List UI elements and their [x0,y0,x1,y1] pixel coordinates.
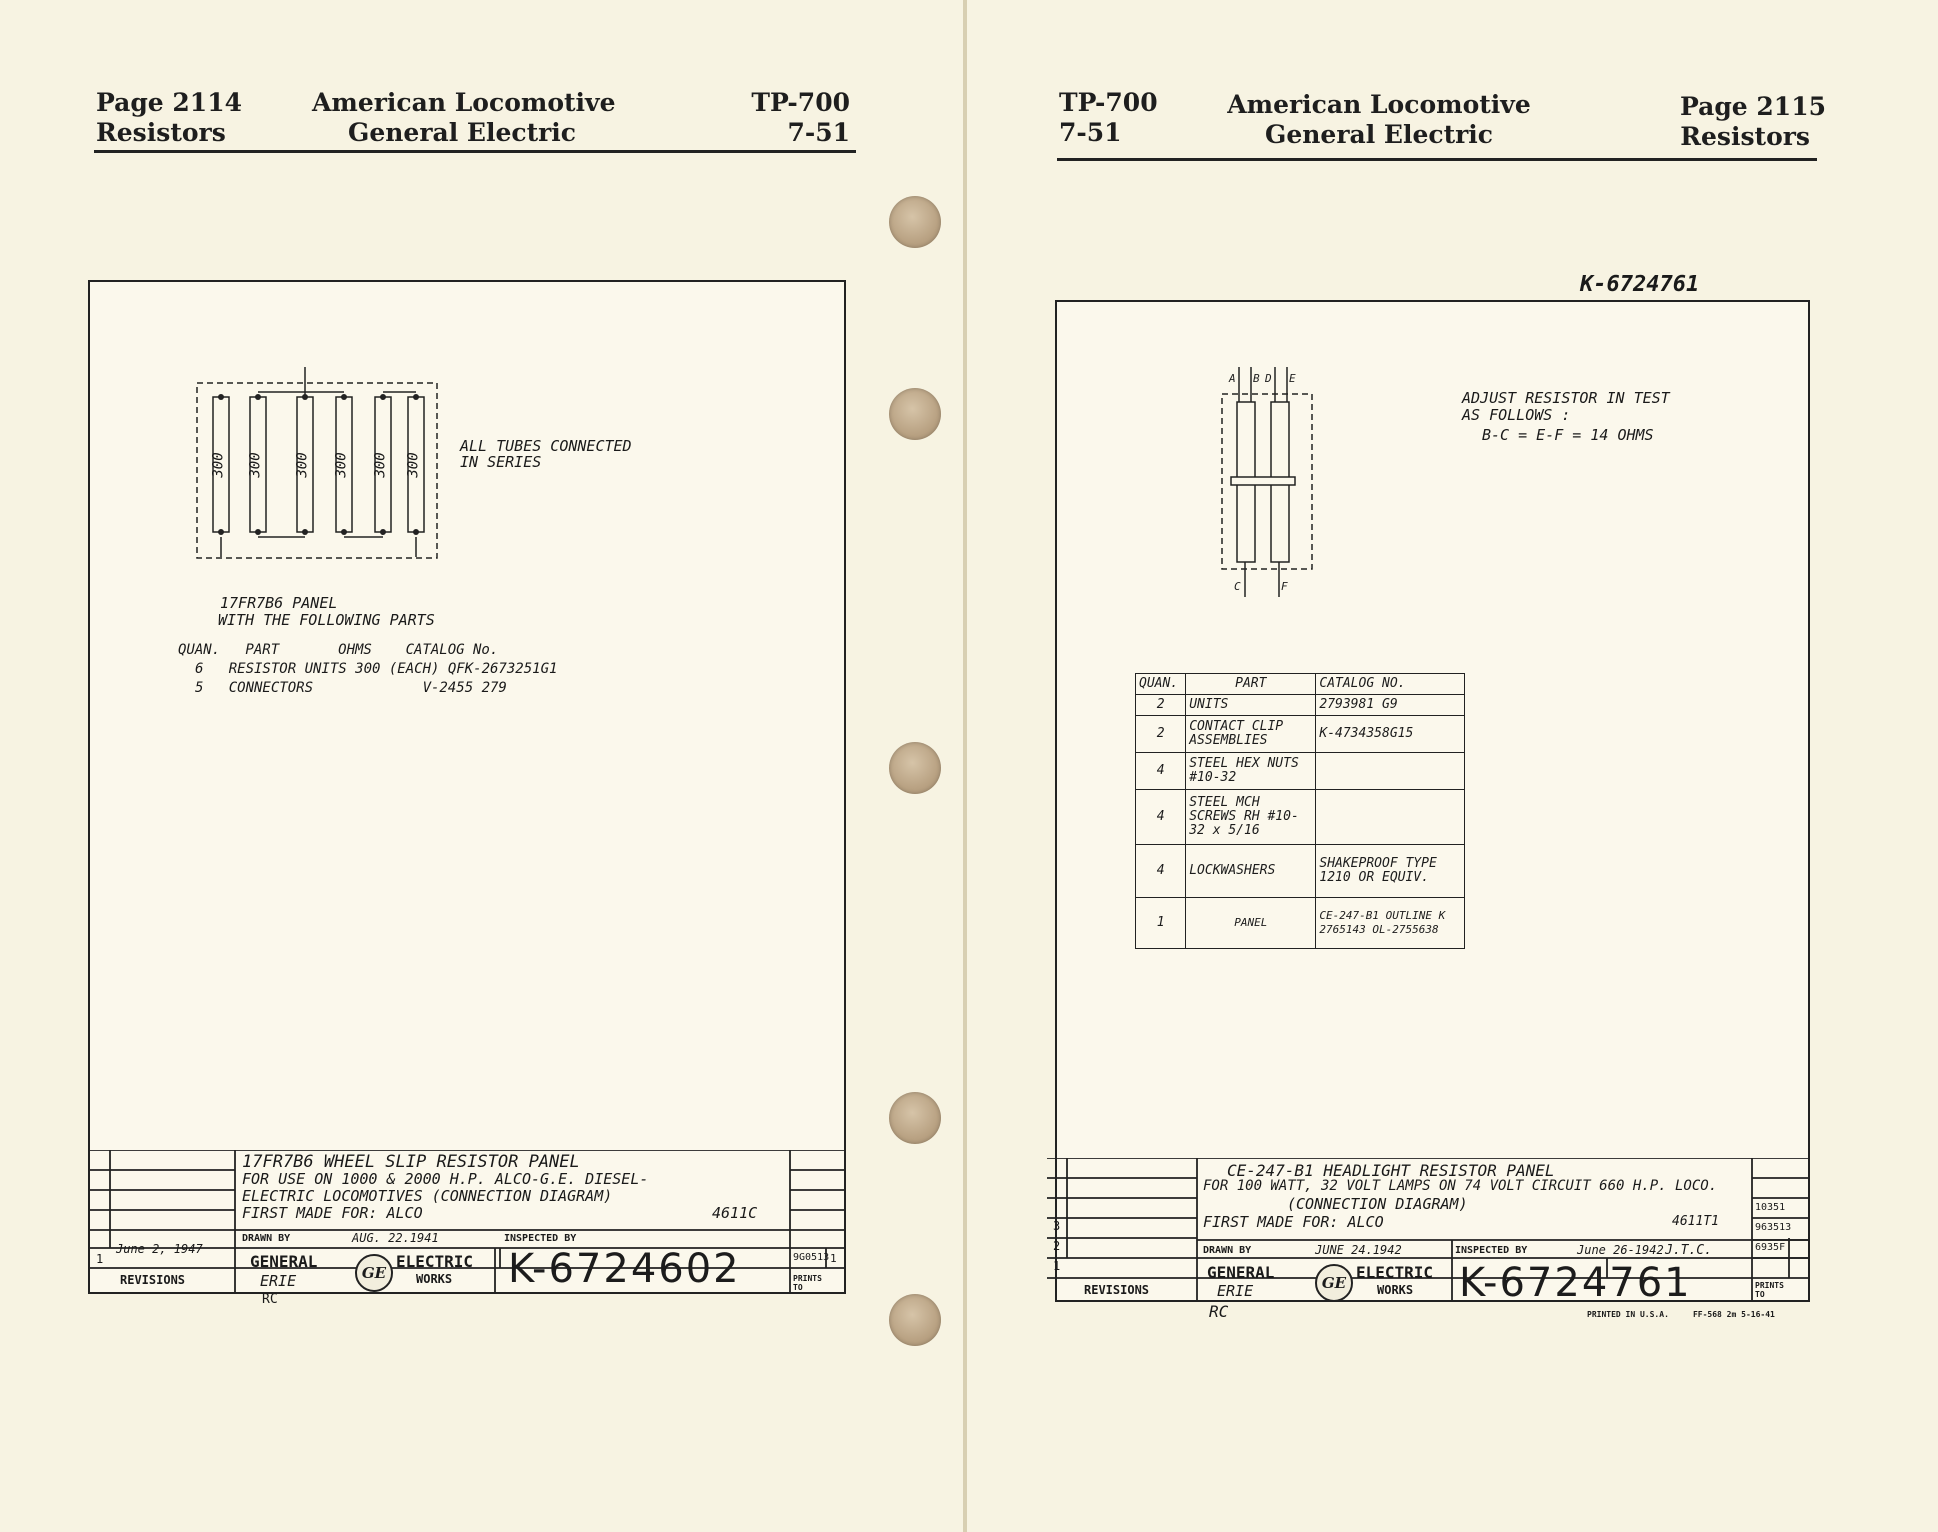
table-row [1136,695,1465,716]
resistor-label: 300 [405,452,422,478]
company-general: GENERAL [250,1252,318,1271]
cell: UNITS [1186,695,1316,716]
inspected-by-label: INSPECTED BY [504,1233,577,1244]
ge-logo-icon: GE [1315,1264,1353,1302]
job-code: 4611T1 [1672,1214,1719,1229]
parts-header-quan: QUAN. [1136,674,1186,695]
revision-code: 10351 [1755,1202,1786,1213]
table-row [1136,753,1465,790]
revision-number: 1 [1053,1259,1061,1273]
cell: 4 [1136,753,1186,790]
revision-number: 1 [96,1252,104,1266]
parts-header-catalog: CATALOG NO. [1316,674,1465,695]
panel-note-line-2: WITH THE FOLLOWING PARTS [218,611,435,629]
resistor-label: 300 [294,452,311,478]
doc-number: TP-700 [1059,88,1158,117]
cell: 4 [1136,790,1186,845]
binder-hole [889,196,941,248]
header-center-block [1221,90,1537,150]
cell: 4 [1136,845,1186,898]
page-number: Page 2114 [96,88,242,117]
cell: LOCKWASHERS [1186,845,1316,898]
company-erie: ERIE [260,1272,297,1290]
parts-table [1135,673,1465,949]
cell: STEEL MCH SCREWS RH #10-32 x 5/16 [1186,790,1316,845]
headlight-resistor-schematic [1217,362,1327,602]
resistor-label: 300 [247,452,264,478]
doc-date: 7-51 [1059,118,1122,147]
doc-number: TP-700 [751,88,850,117]
printed-note: PRINTED IN U.S.A. FF-568 2m 5-16-41 [1587,1310,1775,1319]
cell [1316,753,1465,790]
cell [1316,790,1465,845]
table-row [1136,790,1465,845]
title-line-1: CE-247-B1 HEADLIGHT RESISTOR PANEL [1227,1161,1555,1180]
revision-code: 9G0513 [793,1252,830,1263]
binder-hole [889,1092,941,1144]
company-general: GENERAL [1207,1263,1275,1282]
parts-header-part: PART [1186,674,1316,695]
rc-label: RC [262,1292,278,1307]
company-works: WORKS [1377,1283,1414,1297]
ge-logo-icon: GE [355,1254,393,1292]
binder-hole [889,742,941,794]
resistor-label: 300 [333,452,350,478]
header-rule [1057,158,1817,161]
terminal-label: D [1265,372,1272,385]
left-page [0,0,965,1532]
resistor-label: 300 [210,452,227,478]
top-drawing-number: K-6724761 [1580,272,1700,297]
company-works: WORKS [416,1272,453,1286]
first-made-for: FIRST MADE FOR: ALCO [1203,1213,1384,1231]
parts-list-header: QUAN. PART OHMS CATALOG No. [178,642,499,658]
binder-hole [889,388,941,440]
inspected-date: June 26-1942 [1577,1243,1664,1257]
section-name: Resistors [96,118,226,147]
panel-note-line-1: 17FR7B6 PANEL [220,594,338,612]
checker-initials: J.T.C. [1665,1243,1712,1258]
drawing-number: K-6724761 [1459,1260,1692,1306]
doc-date: 7-51 [787,118,850,147]
cell: K-4734358G15 [1316,716,1465,753]
cell: 2 [1136,716,1186,753]
revision-index: 1 [830,1252,837,1265]
revision-note: June 2, 1947 [116,1242,203,1256]
company-electric: ELECTRIC [396,1252,474,1271]
inspected-by-label: INSPECTED BY [1455,1245,1528,1256]
header-center-block [312,88,616,148]
drawn-by-label: DRAWN BY [1203,1245,1252,1256]
cell: STEEL HEX NUTS #10-32 [1186,753,1316,790]
cell: 1 [1136,898,1186,949]
section-name: Resistors [1680,122,1810,151]
series-note-line-1: ALL TUBES CONNECTED [460,437,632,455]
cell: 2 [1136,695,1186,716]
cell: PANEL [1186,898,1316,949]
cell: 2793981 G9 [1316,695,1465,716]
cell: CE-247-B1 OUTLINE K 2765143 OL-2755638 [1316,898,1465,949]
drawn-date: AUG. 22.1941 [352,1231,439,1245]
right-page [967,0,1938,1532]
header-left-block [1059,88,1158,148]
table-row [1136,716,1465,753]
company-line-1: American Locomotive [1227,90,1531,119]
title-line-2: FOR USE ON 1000 & 2000 H.P. ALCO-G.E. DIESEL- [242,1170,649,1188]
header-rule [94,150,856,153]
rc-label: RC [1209,1302,1229,1321]
page-number: Page 2115 [1680,92,1826,121]
cell: CONTACT CLIP ASSEMBLIES [1186,716,1316,753]
adjust-note-line-3: B-C = E-F = 14 OHMS [1482,426,1654,444]
revisions-label: REVISIONS [120,1273,186,1287]
prints-to-label: PRINTS TO [793,1274,822,1292]
resistor-label: 300 [372,452,389,478]
company-electric: ELECTRIC [1356,1263,1434,1282]
job-code: 4611C [712,1204,758,1222]
parts-list-row: 6 RESISTOR UNITS 300 (EACH) QFK-2673251G1 [195,661,558,677]
cell: SHAKEPROOF TYPE 1210 OR EQUIV. [1316,845,1465,898]
drawing-number: K-6724602 [508,1246,741,1292]
header-right-block [735,88,850,148]
header-right-block [1680,92,1826,152]
title-line-3: (CONNECTION DIAGRAM) [1287,1195,1468,1213]
terminal-label: A [1229,372,1236,385]
revisions-label: REVISIONS [1084,1283,1150,1297]
adjust-note-line-2: AS FOLLOWS : [1462,406,1571,424]
revision-number: 2 [1053,1239,1061,1253]
title-line-2: FOR 100 WATT, 32 VOLT LAMPS ON 74 VOLT CIRCUIT 660 H.P. LOCO. [1203,1178,1718,1194]
drawing-frame [88,280,846,1294]
company-line-2: General Electric [347,118,577,147]
terminal-label: C [1234,580,1241,593]
title-line-3: ELECTRIC LOCOMOTIVES (CONNECTION DIAGRAM) [242,1187,613,1205]
prints-to-label: PRINTS TO [1755,1281,1784,1299]
table-row [1136,898,1465,949]
revision-code: 963513 [1755,1222,1792,1233]
company-line-2: General Electric [1264,120,1494,149]
revision-code: 6935F [1755,1242,1786,1253]
company-line-1: American Locomotive [312,88,616,117]
company-erie: ERIE [1217,1282,1254,1300]
parts-list-row: 5 CONNECTORS V-2455 279 [195,680,507,696]
binder-hole [889,1294,941,1346]
drawn-by-label: DRAWN BY [242,1233,291,1244]
terminal-label: B [1253,372,1260,385]
terminal-label: E [1289,372,1296,385]
table-row [1136,845,1465,898]
revision-number: 3 [1053,1219,1061,1233]
adjust-note-line-1: ADJUST RESISTOR IN TEST [1462,389,1670,407]
drawn-date: JUNE 24.1942 [1315,1243,1402,1257]
first-made-for: FIRST MADE FOR: ALCO [242,1204,423,1222]
title-line-1: 17FR7B6 WHEEL SLIP RESISTOR PANEL [242,1152,580,1172]
header-left-block [96,88,242,148]
series-note-line-2: IN SERIES [460,453,542,471]
terminal-label: F [1281,580,1288,593]
drawing-frame [1053,300,1810,1306]
